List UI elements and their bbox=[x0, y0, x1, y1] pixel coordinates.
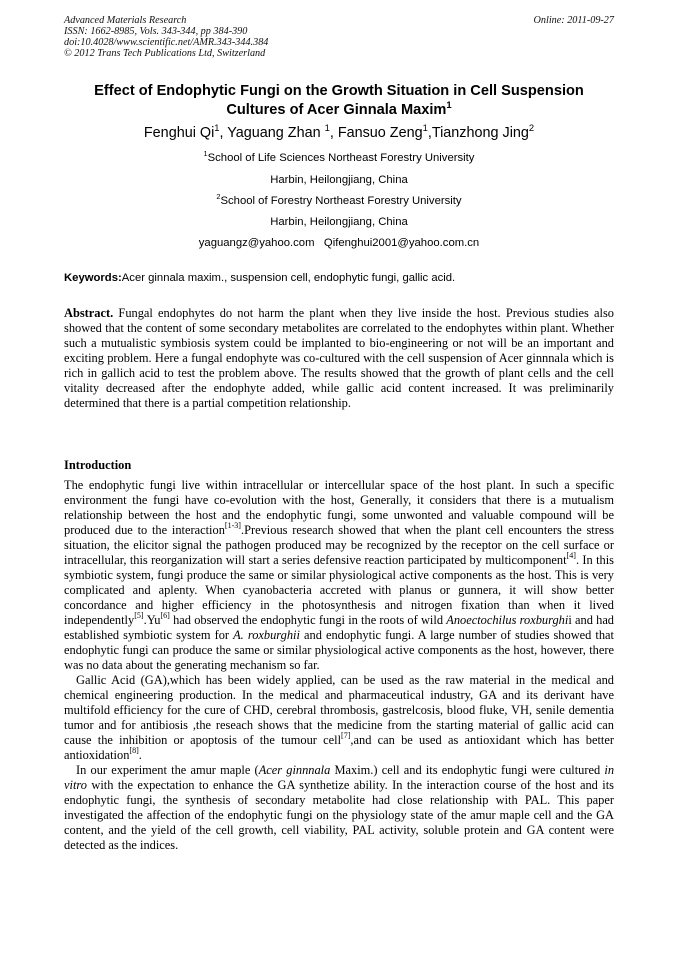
issn-line: ISSN: 1662-8985, Vols. 343-344, pp 384-390 bbox=[64, 26, 248, 37]
intro-paragraph-2: Gallic Acid (GA),which has been widely applied, can be used as the raw material in the medical and chemical engineering production. In the medical and pharmaceutical industry, GA and its derivant have multifold efficiency for the cure of CHD, cerebral thrombosis, gastrelcosis, blood fluke, VH, senile dementia tumor and for antibiosis ,the reseach shows that the medicine from the starting material of gallic acid can cause the inhibition or apoptosis of the tumour cell[7],and can be used as antioxidant which has better antioxidation[8]. bbox=[64, 673, 614, 762]
abstract-text: Fungal endophytes do not harm the plant when they live inside the host. Previous studies also showed that the content of some secondary metabolites are correlated to the endophytes within plant. Whether such a mutualistic symbiosis system could be implanted to bio-engineering or not will be an important and exciting problem. Here a fungal endophyte was co-cultured with the cell suspension of Acer ginnnala which is rich in gallich acid to test the problem above. The results showed that the growth of plant cells and the cell vitality decreased after the endophyte added, while gallic acid content increased. It was preliminarily determined that there is a partial competition relationship. bbox=[64, 306, 614, 410]
author: Tianzhong Jing$^2$ bbox=[431, 122, 535, 141]
author: Fenghui Qi$^1$, bbox=[143, 122, 228, 141]
citation[interactable]: [7] bbox=[341, 731, 351, 741]
affiliation-2-name: $^2$School of Forestry Northeast Forestry University bbox=[216, 191, 462, 207]
abstract bbox=[64, 306, 614, 411]
citation[interactable]: [8] bbox=[129, 746, 139, 756]
title-footnote-mark: 1 bbox=[446, 99, 452, 111]
author-list bbox=[40, 124, 638, 142]
abstract-label: Abstract. bbox=[64, 306, 114, 320]
citation[interactable]: [6] bbox=[160, 611, 170, 621]
keywords-label: Keywords: bbox=[64, 272, 122, 284]
copyright-line: © 2012 Trans Tech Publications Ltd, Switzerland bbox=[64, 48, 266, 59]
paper-title bbox=[40, 82, 638, 120]
journal-header bbox=[64, 15, 268, 59]
citation[interactable]: [4] bbox=[566, 551, 576, 561]
keywords bbox=[64, 271, 624, 285]
doi-line: doi:10.4028/www.scientific.net/AMR.343-344.384 bbox=[64, 37, 269, 48]
intro-paragraph-1: The endophytic fungi live within intracellular or intercellular space of the host plant. In such a specific environment the fungi have co-evolution with the host, Generally, it considers that there is a mutualism relationship between the host and the endophytic fungi, some unwonted and valuable compound will be produced due to the interaction[1-3].Previous research showed that when the plant cell encounters the stress situation, the elicitor signal the pathogen produced may be recognized by the receptor on the cell surface or intracellular, this reorganization will start a series defensive reaction participated by multicomponent[4]. In this symbiotic system, fungi produce the same or similar physiological active components as the host. This is very complicated and aplenty. When cyanobacteria accreted with planus or gunnera, it will show better concordance and higher efficiency in the photosynthesis and nitrogen fixation than when it lived independently[5].Yu[6] had observed the endophytic fungi in the roots of wild Anoectochilus roxburghii and had established symbiotic system for A. roxburghii and endophytic fungi. A large number of studies showed that endophytic fungi can produce the same or similar physiological active components as the host, however, there was no data about the generating mechanism so far. bbox=[64, 478, 615, 672]
title-line-2-text: Cultures of Acer Ginnala Maxim bbox=[226, 102, 447, 118]
section-heading-introduction: Introduction bbox=[64, 458, 132, 472]
author: Fansuo Zeng$^1$, bbox=[337, 122, 432, 141]
citation[interactable]: [5] bbox=[134, 611, 144, 621]
title-line-1: Effect of Endophytic Fungi on the Growth Situation in Cell Suspension bbox=[94, 83, 584, 99]
citation[interactable]: [1-3] bbox=[224, 521, 241, 531]
affiliation-1-city: Harbin, Heilongjiang, China bbox=[270, 174, 408, 186]
author: Yaguang Zhan $^1$, bbox=[227, 122, 338, 141]
keywords-text: Acer ginnala maxim., suspension cell, endophytic fungi, gallic acid. bbox=[121, 272, 456, 284]
online-date: Online: 2011-09-27 bbox=[533, 15, 614, 26]
title-line-2 bbox=[40, 101, 638, 120]
affiliation-1-name: $^1$School of Life Sciences Northeast Forestry University bbox=[203, 148, 475, 164]
intro-paragraph-3: In our experiment the amur maple (Acer ginnnala Maxim.) cell and its endophytic fungi were cultured in vitro with the expectation to enhance the GA synthetize ability. In the interaction course of the host and its endophytic fungi, the synthesis of secondary metabolite had close relationship with PAL. This paper investigated the affection of the endophytic fungi on the physiology state of the amur maple cell and the GA content, and the yield of the cell growth, cell viability, PAL activity, soluble protein and GA content were detected as the indices. bbox=[64, 763, 615, 852]
affiliation-2-city: Harbin, Heilongjiang, China bbox=[270, 216, 408, 228]
introduction-body bbox=[64, 478, 614, 853]
author-emails[interactable]: yaguangz@yahoo.com Qifenghui2001@yahoo.com.cn bbox=[198, 237, 480, 249]
journal-name: Advanced Materials Research bbox=[64, 15, 187, 26]
